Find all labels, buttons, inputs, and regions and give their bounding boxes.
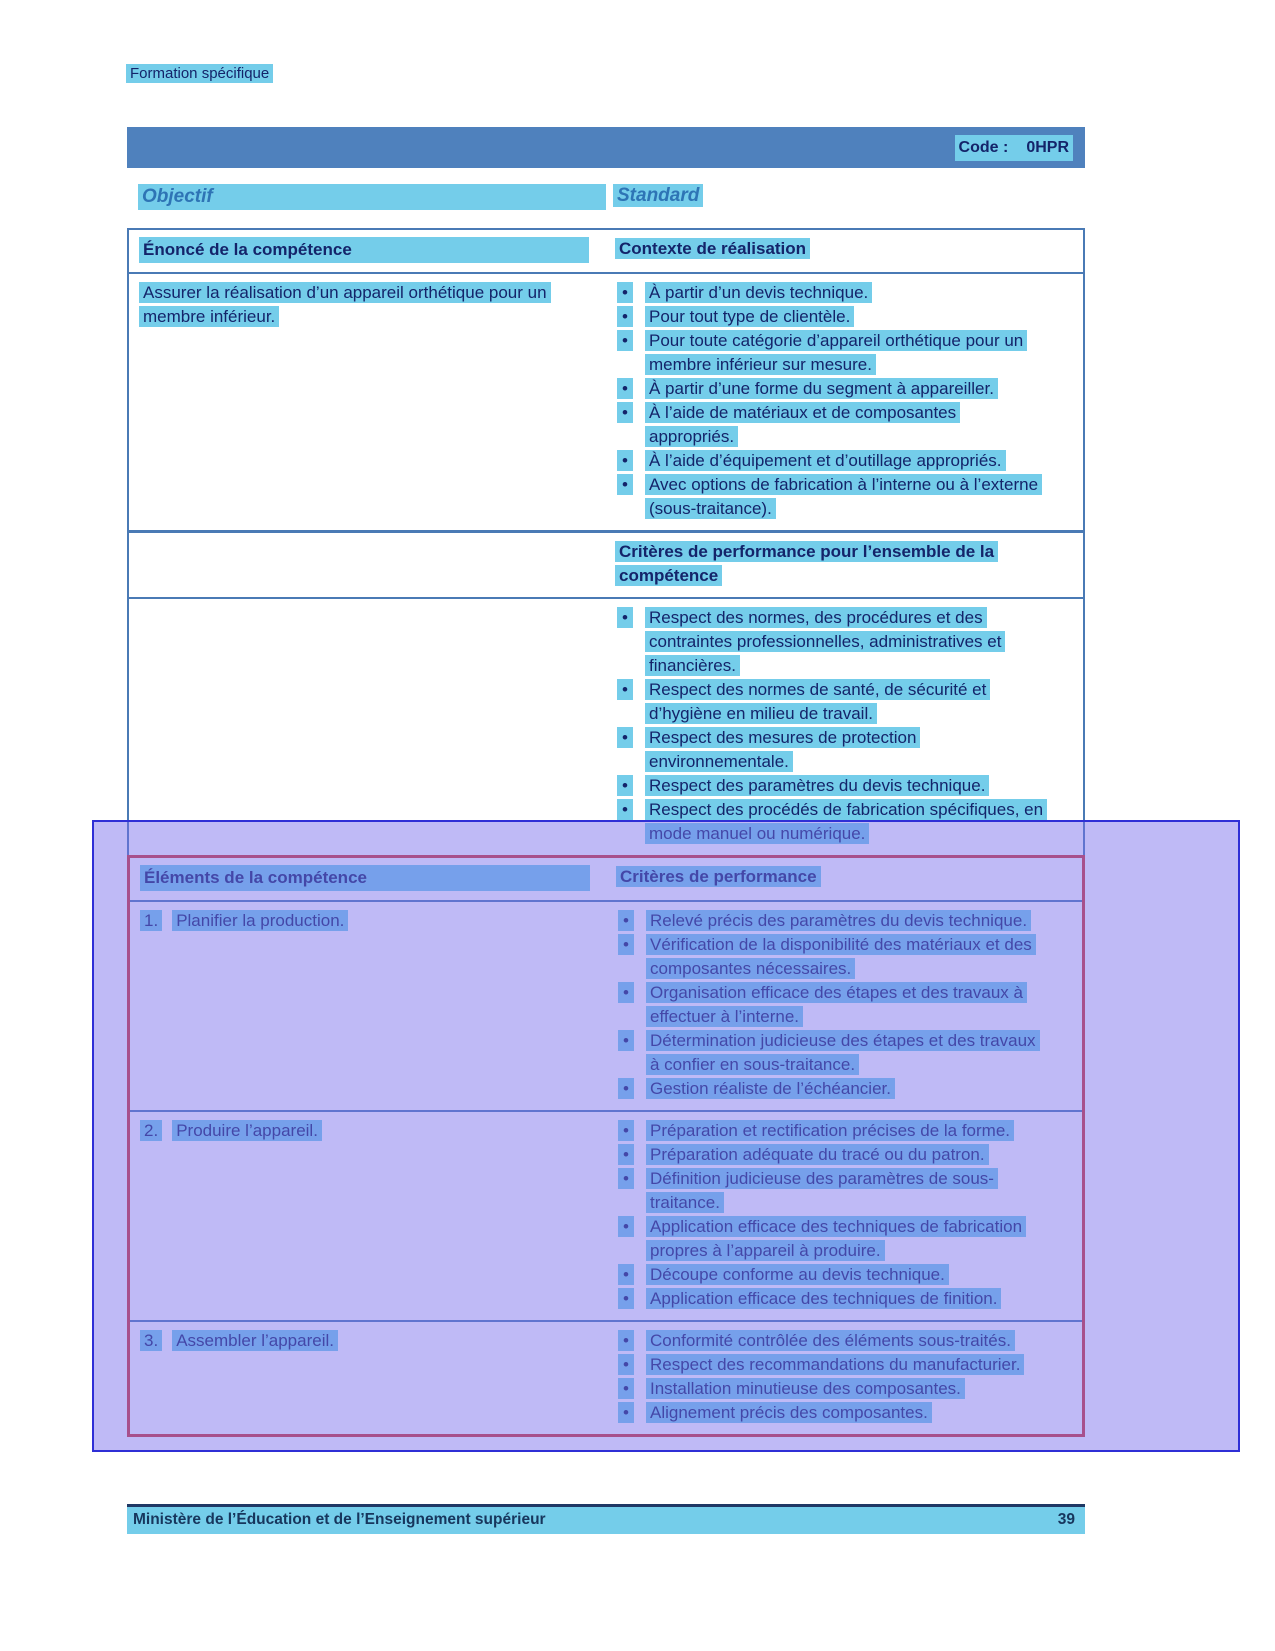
empty-cell — [129, 533, 602, 597]
empty-cell — [129, 599, 602, 855]
bullet-icon: • — [616, 981, 646, 1005]
bullet-text: Détermination judicieuse des étapes et des travaux à confier en sous-traitance. — [646, 1029, 1044, 1077]
bullet-icon: • — [616, 1263, 646, 1287]
element-number: 3. — [140, 1330, 162, 1351]
bullet-text: À l’aide d’équipement et d’outillage appropriés. — [645, 449, 1045, 473]
criteria-list-cell — [603, 902, 1082, 1110]
bullet-text: Gestion réaliste de l’échéancier. — [646, 1077, 1044, 1101]
bullet-icon: • — [616, 1353, 646, 1377]
table-row — [130, 902, 1082, 1110]
bullet-icon: • — [615, 305, 645, 329]
list-item — [615, 606, 1045, 678]
list-item — [616, 1119, 1044, 1143]
bullet-icon: • — [615, 606, 645, 630]
bullet-text: Respect des normes de santé, de sécurité et d’hygiène en milieu de travail. — [645, 678, 1045, 726]
bullet-icon: • — [615, 678, 645, 702]
bullet-icon: • — [616, 1029, 646, 1053]
list-item — [615, 678, 1045, 726]
list-item — [615, 377, 1045, 401]
list-item — [616, 1353, 1044, 1377]
bullet-text: Relevé précis des paramètres du devis technique. — [646, 909, 1044, 933]
bullet-text: Vérification de la disponibilité des matériaux et des composantes nécessaires. — [646, 933, 1044, 981]
list-item — [615, 305, 1045, 329]
table-header-row — [129, 533, 1083, 599]
column-header-elements: Éléments de la compétence — [130, 858, 603, 900]
table-row — [130, 1320, 1082, 1434]
bullet-text: Préparation adéquate du tracé ou du patron. — [646, 1143, 1044, 1167]
criteria-list-cell — [603, 1112, 1082, 1320]
bullet-icon: • — [616, 933, 646, 957]
bullet-icon: • — [616, 1287, 646, 1311]
bullet-text: Définition judicieuse des paramètres de sous-traitance. — [646, 1167, 1044, 1215]
section-label — [126, 62, 273, 86]
bullet-text: Respect des normes, des procédures et des contraintes professionnelles, administratives et financières. — [645, 606, 1045, 678]
bullet-icon: • — [615, 329, 645, 353]
table-row — [129, 274, 1083, 530]
bullet-icon: • — [616, 1119, 646, 1143]
list-item — [616, 1377, 1044, 1401]
bullet-text: Respect des paramètres du devis technique. — [645, 774, 1045, 798]
bullet-icon: • — [616, 1143, 646, 1167]
bullet-icon: • — [616, 1167, 646, 1191]
list-item — [616, 1263, 1044, 1287]
section-label-text: Formation spécifique — [126, 64, 273, 83]
list-item — [615, 401, 1045, 449]
list-item — [616, 1287, 1044, 1311]
competency-statement-table — [127, 228, 1085, 532]
bullet-text: Pour toute catégorie d’appareil orthétique pour un membre inférieur sur mesure. — [645, 329, 1045, 377]
element-label: Produire l’appareil. — [172, 1120, 322, 1141]
heading-standard: Standard — [613, 184, 703, 208]
bullet-text: Pour tout type de clientèle. — [645, 305, 1045, 329]
bullet-icon: • — [615, 798, 645, 822]
list-item — [615, 774, 1045, 798]
element-number: 2. — [140, 1120, 162, 1141]
bullet-text: Installation minutieuse des composantes. — [646, 1377, 1044, 1401]
list-item — [616, 981, 1044, 1029]
context-list-cell — [602, 274, 1083, 530]
criteria-list-cell — [602, 599, 1083, 855]
bullet-text: Application efficace des techniques de finition. — [646, 1287, 1044, 1311]
bullet-icon: • — [615, 401, 645, 425]
list-item — [616, 1401, 1044, 1425]
performance-criteria-table — [127, 531, 1085, 857]
table-header-row — [129, 230, 1083, 274]
code-badge — [955, 135, 1073, 161]
table-header-row — [130, 858, 1082, 902]
column-header-criteres-ensemble: Critères de performance pour l’ensemble de la compétence — [602, 533, 1083, 597]
list-item — [615, 726, 1045, 774]
title-bar — [127, 127, 1085, 168]
page-number: 39 — [1057, 1511, 1075, 1528]
list-item — [616, 933, 1044, 981]
bullet-icon: • — [615, 473, 645, 497]
element-label: Planifier la production. — [172, 910, 348, 931]
list-item — [615, 449, 1045, 473]
bullet-text: Alignement précis des composantes. — [646, 1401, 1044, 1425]
statement-cell — [129, 274, 602, 530]
table-row — [130, 1110, 1082, 1320]
bullet-icon: • — [616, 909, 646, 933]
statement-text: Assurer la réalisation d’un appareil orthétique pour un membre inférieur. — [139, 282, 551, 327]
list-item — [615, 281, 1045, 305]
bullet-icon: • — [616, 1329, 646, 1353]
column-header-contexte: Contexte de réalisation — [602, 230, 1083, 272]
element-cell — [130, 1112, 603, 1320]
bullet-icon: • — [616, 1377, 646, 1401]
bullet-icon: • — [615, 774, 645, 798]
bullet-icon: • — [616, 1401, 646, 1425]
criteria-list-cell — [603, 1322, 1082, 1434]
page-footer — [127, 1504, 1085, 1534]
bullet-text: Préparation et rectification précises de la forme. — [646, 1119, 1044, 1143]
bullet-text: Respect des procédés de fabrication spécifiques, en mode manuel ou numérique. — [645, 798, 1045, 846]
bullet-icon: • — [615, 726, 645, 750]
elements-competence-table — [127, 855, 1085, 1437]
list-item — [616, 1077, 1044, 1101]
bullet-icon: • — [615, 377, 645, 401]
list-item — [616, 1143, 1044, 1167]
list-item — [615, 473, 1045, 521]
element-cell — [130, 1322, 603, 1434]
element-label: Assembler l’appareil. — [172, 1330, 338, 1351]
bullet-text: À partir d’un devis technique. — [645, 281, 1045, 305]
element-cell — [130, 902, 603, 1110]
list-item — [615, 329, 1045, 377]
bullet-text: Respect des recommandations du manufacturier. — [646, 1353, 1044, 1377]
bullet-icon: • — [615, 281, 645, 305]
bullet-text: Respect des mesures de protection environnementale. — [645, 726, 1045, 774]
bullet-text: Application efficace des techniques de fabrication propres à l’appareil à produire. — [646, 1215, 1044, 1263]
bullet-text: À partir d’une forme du segment à appareiller. — [645, 377, 1045, 401]
list-item — [616, 1029, 1044, 1077]
table-row — [129, 599, 1083, 855]
bullet-text: À l’aide de matériaux et de composantes appropriés. — [645, 401, 1045, 449]
list-item — [616, 1329, 1044, 1353]
bullet-text: Découpe conforme au devis technique. — [646, 1263, 1044, 1287]
element-number: 1. — [140, 910, 162, 931]
bullet-text: Organisation efficace des étapes et des travaux à effectuer à l’interne. — [646, 981, 1044, 1029]
column-header-enonce: Énoncé de la compétence — [129, 230, 602, 272]
bullet-icon: • — [615, 449, 645, 473]
list-item — [616, 1215, 1044, 1263]
bullet-icon: • — [616, 1215, 646, 1239]
list-item — [616, 1167, 1044, 1215]
list-item — [615, 798, 1045, 846]
list-item — [616, 909, 1044, 933]
heading-objectif: Objectif — [138, 184, 606, 210]
column-header-criteres: Critères de performance — [603, 858, 1082, 900]
bullet-icon: • — [616, 1077, 646, 1101]
footer-text: Ministère de l’Éducation et de l’Enseignement supérieur — [133, 1511, 546, 1528]
code-value: 0HPR — [1026, 138, 1069, 156]
code-label: Code : — [958, 138, 1009, 156]
bullet-text: Conformité contrôlée des éléments sous-traités. — [646, 1329, 1044, 1353]
bullet-text: Avec options de fabrication à l’interne ou à l’externe (sous-traitance). — [645, 473, 1045, 521]
